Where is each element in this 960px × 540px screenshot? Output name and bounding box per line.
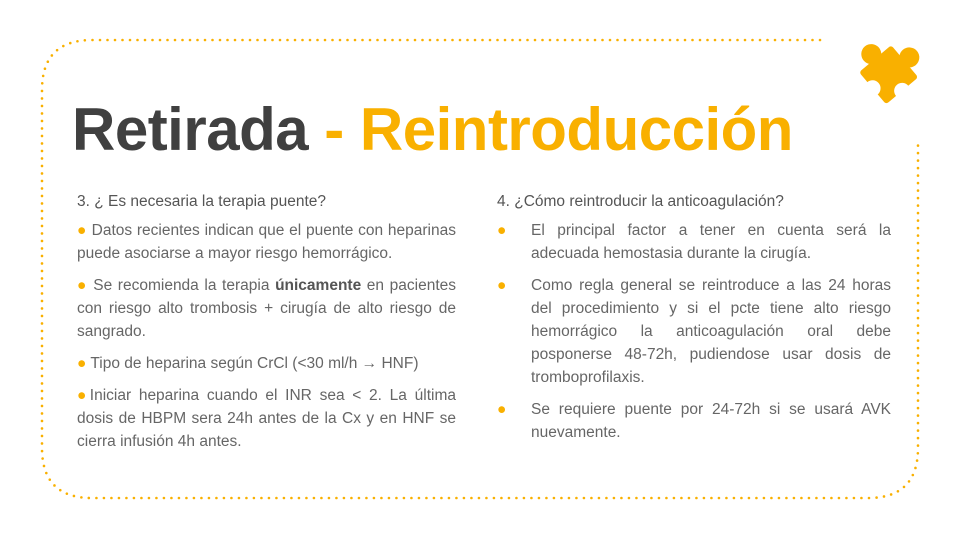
list-item: [497, 274, 891, 389]
bullet-icon: ●: [77, 355, 87, 372]
left-paragraph-2: [77, 274, 456, 343]
list-item-text: Se requiere puente por 24-72h si se usará AVK nuevamente.: [531, 401, 891, 441]
title-separator: -: [308, 96, 360, 163]
title-part-reintroduccion: Reintroducción: [359, 96, 793, 163]
bullet-icon: ●: [497, 401, 507, 418]
bullet-icon: ●: [77, 387, 90, 404]
right-column: [497, 190, 891, 453]
left-heading: 3. ¿ Es necesaria la terapia puente?: [77, 193, 327, 210]
page-title: [72, 94, 793, 166]
bullet-icon: ●: [497, 222, 507, 239]
left-paragraph-3: [77, 352, 456, 375]
left-paragraph-2-bold: únicamente: [275, 277, 362, 294]
puzzle-piece-icon: [842, 30, 934, 118]
right-bullet-list: [497, 219, 891, 444]
left-paragraph-3-post: HNF): [377, 355, 419, 372]
left-paragraph-4-text: Iniciar heparina cuando el INR sea < 2. La última dosis de HBPM sera 24h antes de la Cx y en HNF se cierra infusión 4h antes.: [77, 387, 456, 450]
title-part-retirada: Retirada: [72, 96, 309, 163]
left-paragraph-2-pre: Se recomienda la terapia: [87, 277, 276, 294]
list-item-text: El principal factor a tener en cuenta será la adecuada hemostasia durante la cirugía.: [531, 222, 891, 262]
left-paragraph-3-pre: Tipo de heparina según CrCl (<30 ml/h: [86, 355, 362, 372]
right-heading: 4. ¿Cómo reintroducir la anticoagulación?: [497, 193, 784, 210]
left-paragraph-4: [77, 384, 456, 453]
arrow-right-icon: →: [361, 355, 378, 372]
left-paragraph-1-text: Datos recientes indican que el puente con heparinas puede asociarse a mayor riesgo hemorrágico.: [77, 222, 456, 262]
list-item: [497, 219, 891, 265]
bullet-icon: ●: [77, 277, 88, 294]
bullet-icon: ●: [497, 277, 507, 294]
list-item-text: Como regla general se reintroduce a las 24 horas del procedimiento y si el pcte tiene alto riesgo hemorrágico la anticoagulación oral debe posponerse 48-72h, pudiendose usar dosis de tromboprofilaxis.: [531, 277, 891, 386]
list-item: [497, 398, 891, 444]
left-column: [77, 190, 456, 462]
left-paragraph-1: [77, 219, 456, 265]
left-paragraph-2-post: en pacientes con riesgo alto trombosis + cirugía de alto riesgo de sangrado.: [77, 277, 456, 340]
bullet-icon: ●: [77, 222, 87, 239]
